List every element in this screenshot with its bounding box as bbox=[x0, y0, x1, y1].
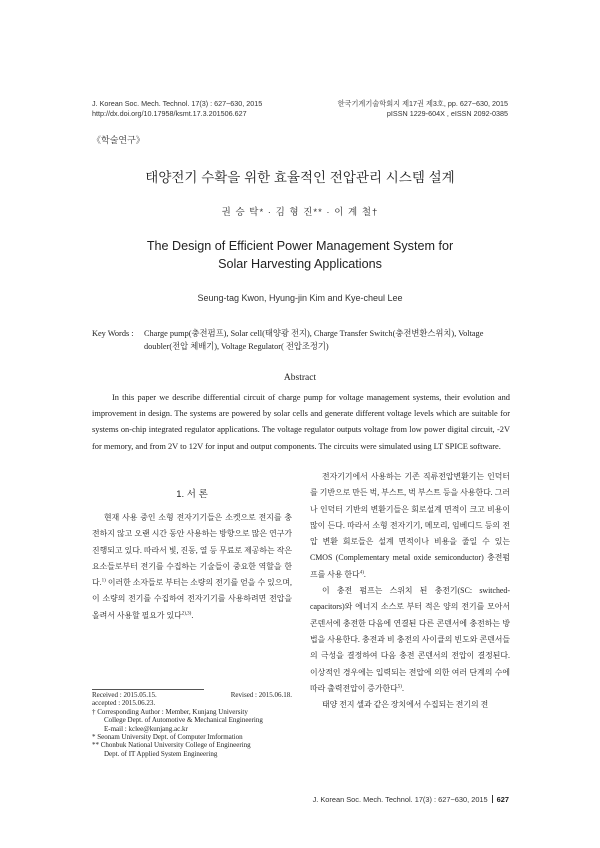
footer-citation: J. Korean Soc. Mech. Technol. 17(3) : 627~630, 2015 bbox=[312, 795, 488, 804]
citation-ref: 1) bbox=[101, 578, 106, 584]
footnotes bbox=[92, 691, 292, 758]
keywords-text: Charge pump(충전펌프), Solar cell(태양광 전지), Charge Transfer Switch(충전변환스위치), Voltage doubler(전압 체배기), Voltage Regulator( 전압조정기) bbox=[144, 329, 484, 351]
intro-paragraph: 현재 사용 중인 소형 전자기기들은 소켓으로 전지를 충전하지 않고 오랜 시간 동안 사용하는 방향으로 많은 연구가 진행되고 있다. 따라서 빛, 진동, 열 등 무료로 제공하는 작은 요소들로부터 전기를 수집하는 기술들이 중요한 역할을 한다.$^{1)}$ 이러한 소자들로 부터는 소량의 전기를 얻을 수 있으며, 이 소량의 전기를 수집하여 전자기기를 사용하려면 전압을 올려서 사용할 필요가 있다$^{2),3)}$. bbox=[92, 513, 292, 620]
affiliation-2: ** Chonbuk National University College of Engineering bbox=[92, 741, 251, 750]
body-paragraph: 이 충전 펌프는 스위치 된 충전기(SC: switched-capacitors)와 에너지 소스로 부터 적은 양의 전기를 모아서 콘덴서에 충전한 다음에 연결된 다른 콘덴서에 충전하는 방법을 사용한다. 충전과 비 충전의 사이클의 빈도와 콘덴서들의 극성을 결정하여 다음 충전 콘덴서의 전압이 결정된다. 이상적인 경우에는 입력되는 전압에 의한 여러 단계의 수에 따라 출력전압이 증가한다$^{5)}$. bbox=[310, 586, 510, 693]
abstract-title: Abstract bbox=[283, 373, 317, 383]
accepted-date: accepted : 2015.06.23. bbox=[92, 699, 156, 708]
title-english-line1: The Design of Efficient Power Management System for bbox=[146, 239, 454, 253]
left-column bbox=[92, 510, 292, 624]
page-number: 627 bbox=[496, 795, 509, 804]
section-heading-introduction: 1. 서 론 bbox=[176, 489, 208, 500]
section-tag: 《학술연구》 bbox=[92, 135, 145, 145]
body-paragraph: 태양 전지 셀과 같은 장치에서 수집되는 전기의 전 bbox=[322, 700, 489, 710]
revised-date: Revised : 2015.06.18. bbox=[230, 691, 292, 699]
keywords bbox=[92, 327, 512, 353]
doi-link[interactable]: http://dx.doi.org/10.17958/ksmt.17.3.201506.627 bbox=[92, 108, 247, 118]
title-english bbox=[100, 237, 500, 273]
title-korean: 태양전기 수확을 위한 효율적인 전압관리 시스템 설계 bbox=[145, 170, 455, 185]
journal-header-left bbox=[92, 99, 262, 118]
received-revised bbox=[92, 691, 292, 699]
citation-ref: 4) bbox=[359, 570, 364, 576]
abstract-body: In this paper we describe differential circuit of charge pump for voltage management systems, their evolution and improvement in design. The systems are powered by solar cells and generate different voltage levels which are suitable for systems on-chip integrated regulator applications. The voltage regulator outputs voltage from low power digital circuit, -2V for memory, and from 2V to 12V for input and output components. The circuits were simulated using LT SPICE software. bbox=[92, 393, 510, 451]
keywords-label: Key Words : bbox=[92, 329, 134, 338]
corresponding-dept: College Dept. of Automotive & Mechanical Engineering bbox=[104, 716, 263, 725]
received-date: Received : 2015.05.15. bbox=[92, 691, 157, 699]
authors-korean: 권 승 탁* · 김 형 진** · 이 계 철† bbox=[221, 207, 379, 218]
citation-ref: 5) bbox=[397, 684, 402, 690]
footer-separator bbox=[492, 795, 493, 803]
journal-citation-ko: 한국기계기술학회지 제17권 제3호, pp. 627~630, 2015 bbox=[337, 99, 508, 108]
corresponding-email[interactable]: E-mail : kclee@kunjang.ac.kr bbox=[104, 724, 188, 733]
affiliation-2-dept: Dept. of IT Applied System Engineering bbox=[104, 749, 218, 758]
page-footer bbox=[313, 795, 509, 804]
right-column bbox=[310, 469, 510, 713]
footnote-divider bbox=[92, 689, 204, 690]
affiliation-1: * Seonam University Dept. of Computer Imformation bbox=[92, 733, 243, 742]
body-paragraph: 전자기기에서 사용하는 기존 직류전압변환기는 인덕터를 기반으로 만든 벅, 부스트, 벅 부스트 등을 사용한다. 그러나 인덕터 기반의 변환기들은 회로설계 면적이 크고 비용이 많이 든다. 따라서 소형 전자기기, 메모리, 임베디드 등의 전압 변환 회로들은 설계 면적이나 비용을 줄일 수 있는 CMOS (Complementary metal oxide semiconductor) 충전펌프를 사용 한다$^{4)}$. bbox=[310, 472, 510, 579]
title-english-line2: Solar Harvesting Applications bbox=[218, 257, 382, 271]
corresponding-author: † Corresponding Author : Member, Kunjang University bbox=[92, 707, 248, 716]
journal-header-right bbox=[338, 99, 508, 118]
journal-citation: J. Korean Soc. Mech. Technol. 17(3) : 627~630, 2015 bbox=[92, 99, 263, 108]
citation-ref: 2),3) bbox=[181, 611, 192, 617]
authors-english: Seung-tag Kwon, Hyung-jin Kim and Kye-cheul Lee bbox=[197, 293, 403, 303]
issn: pISSN 1229-604X , eISSN 2092-0385 bbox=[386, 108, 508, 118]
